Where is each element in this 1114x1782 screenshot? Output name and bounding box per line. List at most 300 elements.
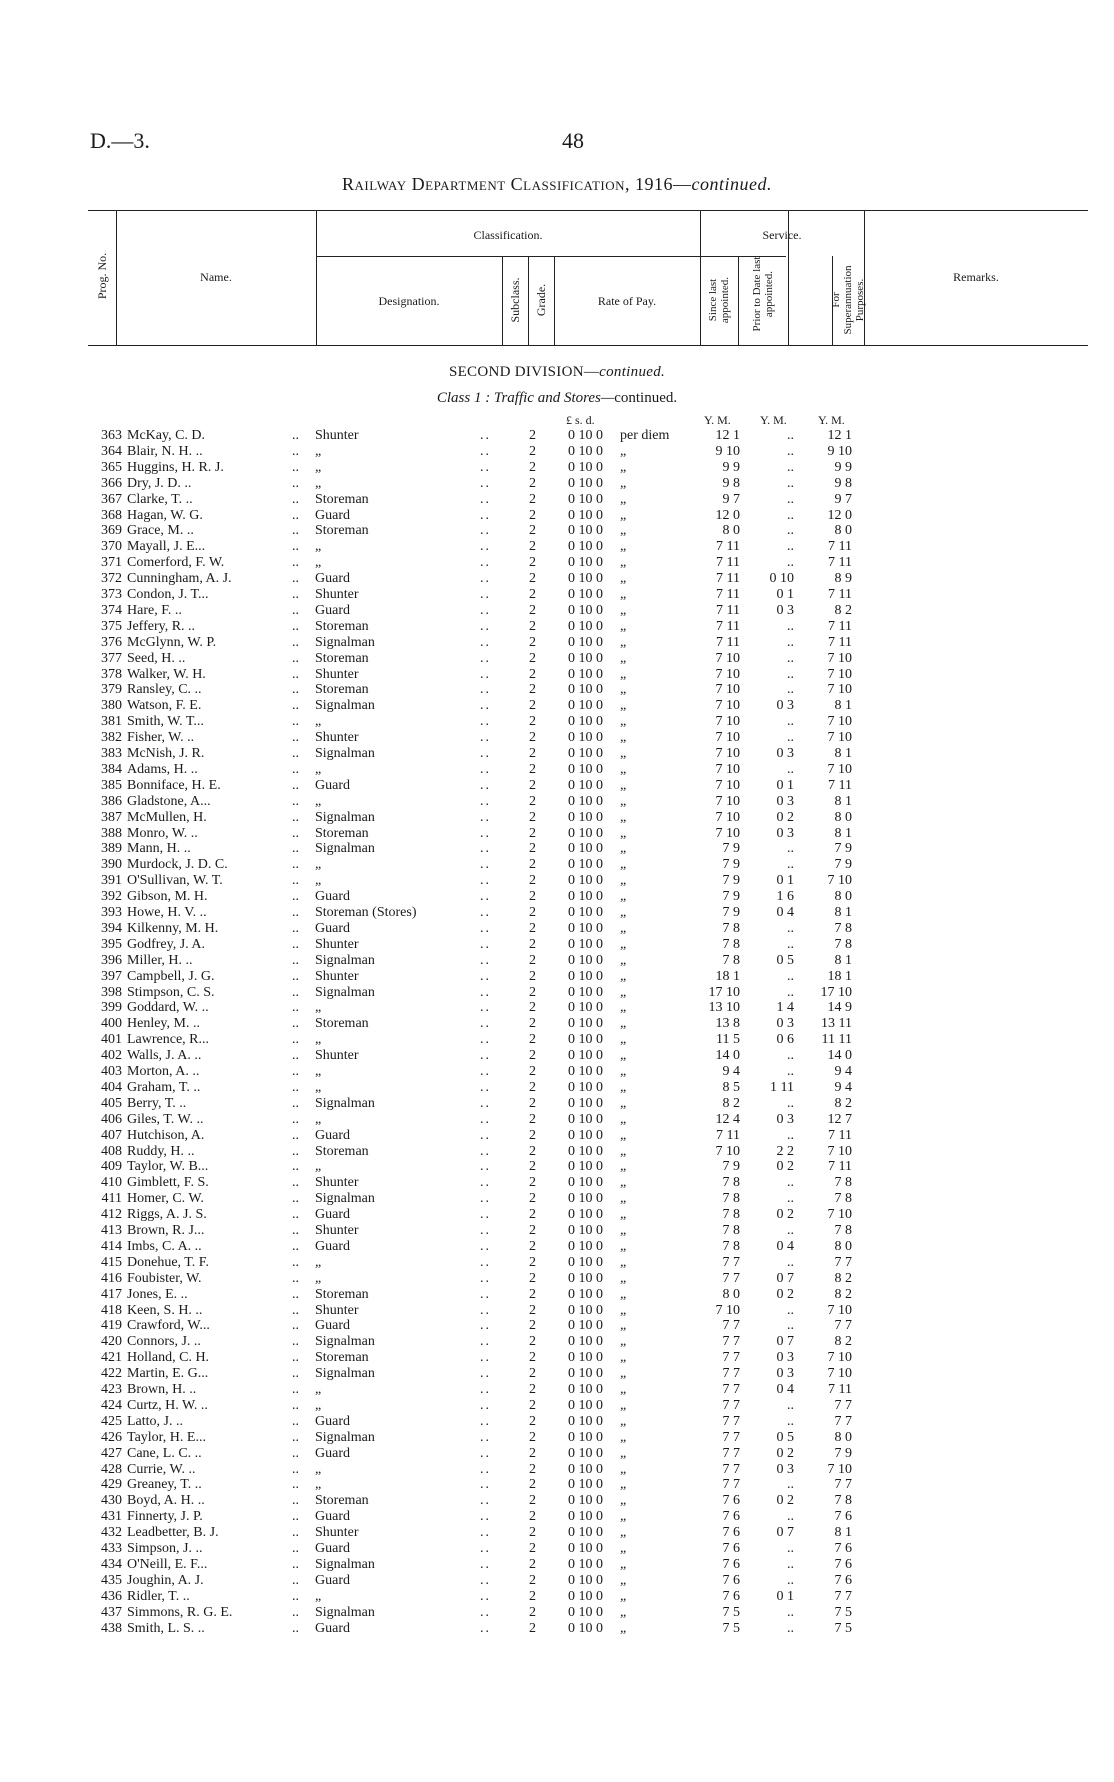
service-since-last: 8 0 xyxy=(722,1286,740,1302)
rate-of-pay: 0 10 0 xyxy=(568,1445,603,1461)
service-since-last: 7 7 xyxy=(722,1334,740,1350)
leader-dots: .. xyxy=(292,1334,299,1350)
leader-dots: .. xyxy=(292,1397,299,1413)
grade: 2 xyxy=(529,1143,536,1159)
rate-period: „ xyxy=(620,587,627,602)
leader-dots-decorative: .. xyxy=(480,968,491,984)
employee-name: Walls, J. A. .. xyxy=(127,1048,202,1064)
division-heading xyxy=(0,364,1114,381)
service-prior: .. xyxy=(787,761,794,777)
prog-no: 418 xyxy=(101,1302,122,1318)
rate-of-pay: 0 10 0 xyxy=(568,952,603,968)
service-superannuation: 7 8 xyxy=(834,920,852,936)
years-months-1: Y. M. xyxy=(704,413,731,427)
table-row xyxy=(0,1589,1114,1605)
designation: Storeman xyxy=(315,523,369,539)
service-prior: .. xyxy=(787,1413,794,1429)
prog-no: 413 xyxy=(101,1223,122,1238)
rate-period: „ xyxy=(620,666,627,682)
service-since-last: 7 9 xyxy=(722,889,740,905)
leader-dots: .. xyxy=(292,1175,299,1191)
service-superannuation: 7 7 xyxy=(834,1588,852,1604)
service-since-last: 8 2 xyxy=(722,1095,740,1111)
designation: Guard xyxy=(315,1238,350,1254)
leader-dots-decorative: .. xyxy=(480,1000,491,1016)
table-row xyxy=(0,1112,1114,1128)
employee-name: Campbell, J. G. xyxy=(127,968,215,984)
rate-of-pay: 0 10 0 xyxy=(568,698,603,714)
leader-dots-decorative: .. xyxy=(480,1143,491,1159)
employee-name: Smith, W. T... xyxy=(127,714,204,730)
employee-name: Simmons, R. G. E. xyxy=(127,1604,233,1620)
service-since-last: 7 8 xyxy=(722,1191,740,1207)
grade: 2 xyxy=(529,1048,536,1064)
service-superannuation: 7 10 xyxy=(827,1143,852,1159)
designation: „ xyxy=(315,1000,322,1016)
leader-dots-decorative: .. xyxy=(480,1493,491,1509)
grade: 2 xyxy=(529,459,536,475)
designation: „ xyxy=(315,761,322,777)
service-prior: .. xyxy=(787,1095,794,1111)
grade: 2 xyxy=(529,1366,536,1382)
rate-of-pay: 0 10 0 xyxy=(568,777,603,793)
leader-dots-decorative: .. xyxy=(480,1223,491,1238)
table-row xyxy=(0,1382,1114,1398)
rate-period: „ xyxy=(620,1175,627,1191)
grade: 2 xyxy=(529,1079,536,1095)
employee-name: McKay, C. D. xyxy=(127,428,206,443)
designation: Signalman xyxy=(315,634,375,650)
leader-dots-decorative: .. xyxy=(480,1588,491,1604)
table-row xyxy=(0,937,1114,953)
leader-dots: .. xyxy=(292,1223,299,1238)
table-row xyxy=(0,1446,1114,1462)
service-prior: .. xyxy=(787,555,794,571)
employee-name: Goddard, W. .. xyxy=(127,1000,209,1016)
service-superannuation: 7 10 xyxy=(827,1350,852,1366)
prog-no: 367 xyxy=(101,491,122,507)
service-superannuation: 7 5 xyxy=(834,1604,852,1620)
table-row xyxy=(0,1350,1114,1366)
grade: 2 xyxy=(529,443,536,459)
grade: 2 xyxy=(529,936,536,952)
employee-name: Condon, J. T... xyxy=(127,587,209,602)
service-superannuation: 7 7 xyxy=(834,1397,852,1413)
service-superannuation: 7 10 xyxy=(827,1302,852,1318)
service-superannuation: 7 6 xyxy=(834,1572,852,1588)
rate-period: „ xyxy=(620,857,627,873)
service-prior: .. xyxy=(787,1127,794,1143)
leader-dots: .. xyxy=(292,634,299,650)
leader-dots-decorative: .. xyxy=(480,1095,491,1111)
leader-dots: .. xyxy=(292,809,299,825)
grade: 2 xyxy=(529,618,536,634)
grade: 2 xyxy=(529,1509,536,1525)
employee-name: Godfrey, J. A. xyxy=(127,936,206,952)
prog-no: 372 xyxy=(101,571,122,587)
employee-name: Brown, H. .. xyxy=(127,1382,197,1397)
rate-period: „ xyxy=(620,1493,627,1509)
rate-of-pay: 0 10 0 xyxy=(568,730,603,746)
rate-period: „ xyxy=(620,1016,627,1032)
rate-period: „ xyxy=(620,1445,627,1461)
employee-name: Hare, F. .. xyxy=(127,602,182,618)
rate-of-pay: 0 10 0 xyxy=(568,746,603,761)
leader-dots-decorative: .. xyxy=(480,1541,491,1556)
grade: 2 xyxy=(529,475,536,491)
page-title xyxy=(0,174,1114,195)
service-superannuation: 8 1 xyxy=(834,793,852,809)
service-prior: 1 11 xyxy=(770,1079,794,1095)
grade: 2 xyxy=(529,1477,536,1493)
grade: 2 xyxy=(529,1302,536,1318)
designation: Guard xyxy=(315,1541,350,1556)
service-prior: 0 2 xyxy=(776,1207,794,1223)
designation: „ xyxy=(315,443,322,459)
rate-period: „ xyxy=(620,920,627,936)
rate-period: „ xyxy=(620,523,627,539)
rate-of-pay: 0 10 0 xyxy=(568,1032,603,1048)
service-superannuation: 7 10 xyxy=(827,1366,852,1382)
table-row xyxy=(0,1493,1114,1509)
service-prior: .. xyxy=(787,1302,794,1318)
service-superannuation: 11 11 xyxy=(821,1032,852,1048)
employee-name: Berry, T. .. xyxy=(127,1095,187,1111)
document-reference: D.—3. xyxy=(90,128,150,153)
prog-no: 419 xyxy=(101,1318,122,1334)
grade: 2 xyxy=(529,1541,536,1556)
service-since-last: 7 7 xyxy=(722,1254,740,1270)
service-superannuation: 9 4 xyxy=(834,1064,852,1079)
leader-dots: .. xyxy=(292,1366,299,1382)
designation: Guard xyxy=(315,1572,350,1588)
grade: 2 xyxy=(529,1413,536,1429)
rate-period: „ xyxy=(620,1413,627,1429)
service-since-last: 7 11 xyxy=(716,602,740,618)
leader-dots: .. xyxy=(292,1509,299,1525)
employee-name: Connors, J. .. xyxy=(127,1334,201,1350)
designation: Guard xyxy=(315,1318,350,1334)
table-row xyxy=(0,1525,1114,1541)
service-prior: .. xyxy=(787,1572,794,1588)
leader-dots-decorative: .. xyxy=(480,714,491,730)
leader-dots: .. xyxy=(292,666,299,682)
rate-period: „ xyxy=(620,1350,627,1366)
prog-no: 424 xyxy=(101,1397,122,1413)
service-prior: 0 10 xyxy=(769,571,794,587)
years-months-3: Y. M. xyxy=(818,413,845,427)
rate-of-pay: 0 10 0 xyxy=(568,714,603,730)
table-row xyxy=(0,1398,1114,1414)
employee-name: Mayall, J. E... xyxy=(127,539,206,555)
rate-period: „ xyxy=(620,730,627,746)
designation: Storeman xyxy=(315,682,369,698)
table-row xyxy=(0,762,1114,778)
employee-name: Imbs, C. A. .. xyxy=(127,1238,202,1254)
rate-period: „ xyxy=(620,475,627,491)
service-since-last: 7 10 xyxy=(715,746,740,761)
service-since-last: 7 7 xyxy=(722,1350,740,1366)
grade: 2 xyxy=(529,1016,536,1032)
designation: Storeman xyxy=(315,1286,369,1302)
designation: Shunter xyxy=(315,1525,359,1541)
service-superannuation: 7 11 xyxy=(828,587,852,602)
table-row xyxy=(0,905,1114,921)
service-prior: .. xyxy=(787,459,794,475)
leader-dots-decorative: .. xyxy=(480,682,491,698)
prog-no: 398 xyxy=(101,984,122,1000)
rate-period: „ xyxy=(620,873,627,889)
table-row xyxy=(0,1096,1114,1112)
years-months-2: Y. M. xyxy=(760,413,787,427)
service-since-last: 13 8 xyxy=(715,1016,740,1032)
leader-dots-decorative: .. xyxy=(480,1382,491,1397)
service-since-last: 7 6 xyxy=(722,1493,740,1509)
service-since-last: 7 10 xyxy=(715,714,740,730)
service-since-last: 7 7 xyxy=(722,1477,740,1493)
rate-period: „ xyxy=(620,1429,627,1445)
service-since-last: 7 7 xyxy=(722,1318,740,1334)
service-since-last: 7 8 xyxy=(722,1238,740,1254)
table-row xyxy=(0,1016,1114,1032)
designation: Storeman xyxy=(315,825,369,841)
employee-name: Holland, C. H. xyxy=(127,1350,210,1366)
designation: Storeman xyxy=(315,491,369,507)
service-prior: .. xyxy=(787,1175,794,1191)
rate-of-pay: 0 10 0 xyxy=(568,587,603,602)
service-since-last: 9 7 xyxy=(722,491,740,507)
employee-name: Donehue, T. F. xyxy=(127,1254,209,1270)
rate-period: „ xyxy=(620,698,627,714)
leader-dots-decorative: .. xyxy=(480,555,491,571)
rate-period: „ xyxy=(620,777,627,793)
rate-of-pay: 0 10 0 xyxy=(568,1143,603,1159)
designation: Shunter xyxy=(315,587,359,602)
rate-period: „ xyxy=(620,682,627,698)
grade: 2 xyxy=(529,1493,536,1509)
table-row xyxy=(0,523,1114,539)
table-row xyxy=(0,1334,1114,1350)
rate-period: „ xyxy=(620,539,627,555)
leader-dots-decorative: .. xyxy=(480,1159,491,1175)
grade: 2 xyxy=(529,1238,536,1254)
service-since-last: 7 11 xyxy=(716,1127,740,1143)
grade: 2 xyxy=(529,1191,536,1207)
rate-period: „ xyxy=(620,1064,627,1079)
grade: 2 xyxy=(529,1620,536,1636)
table-row xyxy=(0,1048,1114,1064)
rate-period: „ xyxy=(620,459,627,475)
employee-name: Morton, A. .. xyxy=(127,1064,200,1079)
leader-dots-decorative: .. xyxy=(480,857,491,873)
service-prior: .. xyxy=(787,1604,794,1620)
rate-period: „ xyxy=(620,555,627,571)
employee-name: Ridler, T. .. xyxy=(127,1588,190,1604)
grade: 2 xyxy=(529,634,536,650)
leader-dots: .. xyxy=(292,618,299,634)
employee-name: Jeffery, R. .. xyxy=(127,618,196,634)
leader-dots: .. xyxy=(292,587,299,602)
rate-period: „ xyxy=(620,1318,627,1334)
designation: Guard xyxy=(315,889,350,905)
rate-period: „ xyxy=(620,1270,627,1286)
service-prior: 0 4 xyxy=(776,905,794,920)
service-since-last: 7 8 xyxy=(722,1223,740,1238)
leader-dots-decorative: .. xyxy=(480,1270,491,1286)
service-prior: 0 3 xyxy=(776,746,794,761)
grade: 2 xyxy=(529,587,536,602)
service-since-last: 7 7 xyxy=(722,1445,740,1461)
rate-period: per diem xyxy=(620,428,670,443)
grade: 2 xyxy=(529,714,536,730)
leader-dots: .. xyxy=(292,1016,299,1032)
leader-dots: .. xyxy=(292,1572,299,1588)
grade: 2 xyxy=(529,428,536,443)
rate-period: „ xyxy=(620,1509,627,1525)
prog-no: 415 xyxy=(101,1254,122,1270)
service-superannuation: 7 10 xyxy=(827,730,852,746)
service-since-last: 7 7 xyxy=(722,1461,740,1477)
employee-name: Clarke, T. .. xyxy=(127,491,193,507)
employee-name: Brown, R. J... xyxy=(127,1223,205,1238)
leader-dots: .. xyxy=(292,1079,299,1095)
division-name: SECOND DIVISION— xyxy=(448,364,600,380)
rate-period: „ xyxy=(620,1461,627,1477)
grade: 2 xyxy=(529,682,536,698)
prog-no: 381 xyxy=(101,714,122,730)
table-row xyxy=(0,730,1114,746)
table-row xyxy=(0,539,1114,555)
employee-name: Graham, T. .. xyxy=(127,1079,201,1095)
rate-of-pay: 0 10 0 xyxy=(568,507,603,523)
leader-dots-decorative: .. xyxy=(480,873,491,889)
prog-no: 371 xyxy=(101,555,122,571)
service-superannuation: 8 2 xyxy=(834,1095,852,1111)
service-prior: .. xyxy=(787,841,794,857)
service-since-last: 7 10 xyxy=(715,793,740,809)
leader-dots: .. xyxy=(292,428,299,443)
prog-no: 383 xyxy=(101,746,122,761)
service-prior: .. xyxy=(787,1397,794,1413)
designation: Signalman xyxy=(315,1095,375,1111)
header-rate-of-pay: Rate of Pay. xyxy=(597,294,657,308)
designation: Storeman xyxy=(315,650,369,666)
service-prior: .. xyxy=(787,1620,794,1636)
rate-period: „ xyxy=(620,905,627,920)
grade: 2 xyxy=(529,1382,536,1397)
rate-period: „ xyxy=(620,1143,627,1159)
leader-dots-decorative: .. xyxy=(480,1064,491,1079)
leader-dots-decorative: .. xyxy=(480,1191,491,1207)
table-row xyxy=(0,714,1114,730)
service-since-last: 17 10 xyxy=(708,984,740,1000)
designation: Signalman xyxy=(315,1556,375,1572)
employee-name: Walker, W. H. xyxy=(127,666,206,682)
prog-no: 370 xyxy=(101,539,122,555)
service-since-last: 12 4 xyxy=(715,1111,740,1127)
prog-no: 417 xyxy=(101,1286,122,1302)
service-superannuation: 7 10 xyxy=(827,650,852,666)
designation: „ xyxy=(315,1032,322,1048)
grade: 2 xyxy=(529,1175,536,1191)
leader-dots: .. xyxy=(292,682,299,698)
leader-dots-decorative: .. xyxy=(480,1556,491,1572)
leader-dots: .. xyxy=(292,1350,299,1366)
leader-dots: .. xyxy=(292,571,299,587)
employee-name: Hagan, W. G. xyxy=(127,507,203,523)
leader-dots: .. xyxy=(292,1461,299,1477)
leader-dots: .. xyxy=(292,873,299,889)
service-superannuation: 8 2 xyxy=(834,1286,852,1302)
rate-of-pay: 0 10 0 xyxy=(568,1064,603,1079)
service-superannuation: 7 8 xyxy=(834,1191,852,1207)
service-since-last: 7 10 xyxy=(715,730,740,746)
table-row xyxy=(0,778,1114,794)
rate-of-pay: 0 10 0 xyxy=(568,571,603,587)
header-prog-no: Prog. No. xyxy=(95,252,109,300)
prog-no: 384 xyxy=(101,761,122,777)
rate-period: „ xyxy=(620,1032,627,1048)
rate-period: „ xyxy=(620,443,627,459)
service-superannuation: 7 10 xyxy=(827,761,852,777)
grade: 2 xyxy=(529,1270,536,1286)
table-row xyxy=(0,1191,1114,1207)
leader-dots-decorative: .. xyxy=(480,539,491,555)
rate-period: „ xyxy=(620,618,627,634)
table-row xyxy=(0,428,1114,444)
grade: 2 xyxy=(529,1207,536,1223)
prog-no: 402 xyxy=(101,1048,122,1064)
rate-period: „ xyxy=(620,1127,627,1143)
designation: „ xyxy=(315,1064,322,1079)
employee-name: Huggins, H. R. J. xyxy=(127,459,224,475)
prog-no: 377 xyxy=(101,650,122,666)
grade: 2 xyxy=(529,1032,536,1048)
rate-of-pay: 0 10 0 xyxy=(568,1413,603,1429)
designation: Shunter xyxy=(315,730,359,746)
service-since-last: 7 11 xyxy=(716,618,740,634)
employee-name: Crawford, W... xyxy=(127,1318,210,1334)
prog-no: 392 xyxy=(101,889,122,905)
header-designation: Designation. xyxy=(378,294,440,308)
service-prior: 0 6 xyxy=(776,1032,794,1048)
service-superannuation: 12 0 xyxy=(827,507,852,523)
service-since-last: 9 10 xyxy=(715,443,740,459)
rate-period: „ xyxy=(620,952,627,968)
table-row xyxy=(0,492,1114,508)
service-since-last: 7 9 xyxy=(722,873,740,889)
leader-dots: .. xyxy=(292,857,299,873)
leader-dots: .. xyxy=(292,475,299,491)
rate-of-pay: 0 10 0 xyxy=(568,682,603,698)
header-for-super: For Superannuation Purposes. xyxy=(830,265,866,335)
service-since-last: 7 5 xyxy=(722,1620,740,1636)
employee-name: Watson, F. E. xyxy=(127,698,202,714)
service-since-last: 7 7 xyxy=(722,1382,740,1397)
rate-of-pay: 0 10 0 xyxy=(568,1556,603,1572)
employee-name: Taylor, W. B... xyxy=(127,1159,209,1175)
class-heading xyxy=(0,390,1114,407)
table-row xyxy=(0,619,1114,635)
prog-no: 374 xyxy=(101,602,122,618)
rate-of-pay: 0 10 0 xyxy=(568,1397,603,1413)
service-since-last: 7 7 xyxy=(722,1429,740,1445)
service-superannuation: 8 1 xyxy=(834,905,852,920)
service-superannuation: 7 6 xyxy=(834,1541,852,1556)
designation: „ xyxy=(315,1588,322,1604)
division-continued: continued. xyxy=(599,364,666,380)
service-since-last: 7 8 xyxy=(722,936,740,952)
